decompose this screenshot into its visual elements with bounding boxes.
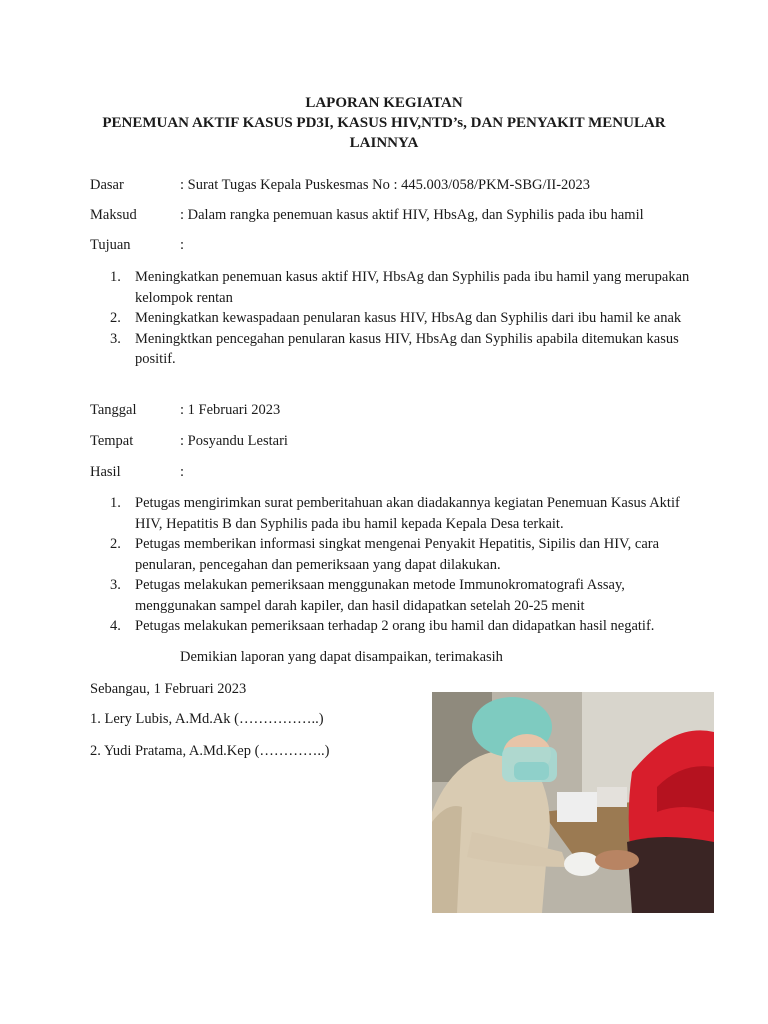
list-item [90,534,690,575]
list-item-number: 3. [110,577,121,593]
field-tempat-value: : Posyandu Lestari [180,433,288,449]
list-item [90,308,690,329]
place-and-date: Sebangau, 1 Februari 2023 [90,681,247,697]
list-item-text: Meningktkan pencegahan penularan kasus HIV, HbsAg dan Syphilis apabila ditemukan kasus positif. [135,330,679,367]
field-tanggal-value: : 1 Februari 2023 [180,402,281,418]
field-hasil-label: Hasil [90,464,121,480]
list-item-text: Petugas melakukan pemeriksaan terhadap 2 orang ibu hamil dan didapatkan hasil negatif. [135,618,655,634]
list-item [90,616,690,637]
list-item [90,267,690,308]
closing-statement: Demikian laporan yang dapat disampaikan, terimakasih [180,649,503,665]
field-hasil-value: : [180,464,185,480]
list-item-number: 1. [110,495,121,511]
hasil-list [90,493,690,637]
signatory-2: 2. Yudi Pratama, A.Md.Kep (…………..) [90,743,330,759]
field-tujuan-label: Tujuan [90,237,131,253]
list-item-number: 2. [110,536,121,552]
list-item [90,575,690,616]
list-item [90,493,690,534]
signatory-1: 1. Lery Lubis, A.Md.Ak (……………..) [90,711,324,727]
field-tempat-label: Tempat [90,433,134,449]
field-maksud-value: : Dalam rangka penemuan kasus aktif HIV, HbsAg, dan Syphilis pada ibu hamil [180,207,644,223]
list-item-number: 3. [110,330,121,347]
list-item-number: 4. [110,618,121,634]
report-subtitle-line-1: PENEMUAN AKTIF KASUS PD3I, KASUS HIV,NTD’s, DAN PENYAKIT MENULAR [102,115,666,131]
list-item-text: Petugas mengirimkan surat pemberitahuan akan diadakannya kegiatan Penemuan Kasus Aktif HIV, Hepatitis B dan Syphilis pada ibu hamil kepada Kepala Desa terkait. [135,495,680,532]
field-maksud-label: Maksud [90,207,137,223]
list-item-number: 2. [110,310,121,326]
list-item [90,329,690,370]
list-item-text: Petugas memberikan informasi singkat mengenai Penyakit Hepatitis, Sipilis dan HIV, cara penularan, pencegahan dan pemeriksaan yang dapat dilakukan. [135,536,660,573]
report-subtitle-line-2: LAINNYA [349,135,419,151]
list-item-number: 1. [110,269,121,285]
list-item-text: Meningkatkan penemuan kasus aktif HIV, HbsAg dan Syphilis pada ibu hamil yang merupakan kelompok rentan [135,269,690,306]
list-item-text: Meningkatkan kewaspadaan penularan kasus HIV, HbsAg dan Syphilis dari ibu hamil ke anak [135,310,682,326]
field-dasar-label: Dasar [90,177,124,193]
field-tujuan-value: : [180,237,185,253]
field-tanggal-label: Tanggal [90,402,137,418]
tujuan-list [90,267,690,370]
activity-photo [432,692,714,913]
list-item-text: Petugas melakukan pemeriksaan menggunakan metode Immunokromatografi Assay, menggunakan sampel darah kapiler, dan hasil didapatkan setelah 20-25 menit [135,577,625,614]
report-title: LAPORAN KEGIATAN [305,95,463,111]
field-dasar-value: : Surat Tugas Kepala Puskesmas No : 445.003/058/PKM-SBG/II-2023 [180,177,591,193]
